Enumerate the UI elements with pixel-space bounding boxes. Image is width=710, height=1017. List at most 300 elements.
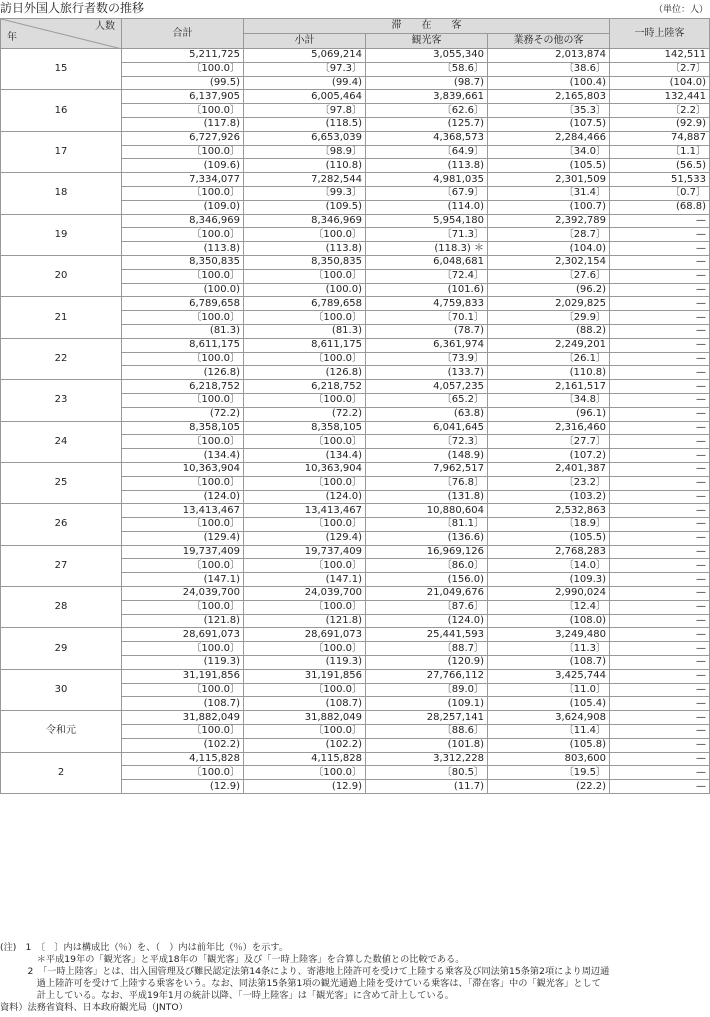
value-cell: 〔27.6〕 bbox=[488, 269, 610, 283]
value-cell: 5,069,214 bbox=[244, 49, 366, 63]
note-line: 計上している。なお、平成19年1月の統計以降、「一時上陸客」は「観光客」に含めて計上している。 bbox=[0, 990, 454, 1001]
value-cell: 〔70.1〕 bbox=[366, 311, 488, 325]
value-cell: 2,990,024 bbox=[488, 587, 610, 601]
value-cell: 〔97.8〕 bbox=[244, 104, 366, 118]
value-cell: 6,048,681 bbox=[366, 255, 488, 269]
value-cell: (110.8) bbox=[244, 159, 366, 173]
value-cell: 〔100.0〕 bbox=[244, 393, 366, 407]
table-row bbox=[1, 669, 710, 683]
value-cell: 〔100.0〕 bbox=[122, 393, 244, 407]
value-cell: 〔12.4〕 bbox=[488, 600, 610, 614]
value-cell: 21,049,676 bbox=[366, 587, 488, 601]
value-cell: 〔88.7〕 bbox=[366, 642, 488, 656]
value-cell: — bbox=[610, 545, 710, 559]
value-cell: 〔19.5〕 bbox=[488, 766, 610, 780]
value-cell: — bbox=[610, 421, 710, 435]
table-row bbox=[1, 711, 710, 725]
value-cell: 〔64.9〕 bbox=[366, 145, 488, 159]
table-row bbox=[1, 173, 710, 187]
value-cell: 2,401,387 bbox=[488, 462, 610, 476]
value-cell: 19,737,409 bbox=[244, 545, 366, 559]
value-cell: (125.7) bbox=[366, 117, 488, 131]
header-year-label: 年 bbox=[7, 32, 17, 43]
table-row bbox=[1, 255, 710, 269]
value-cell: 〔99.3〕 bbox=[244, 186, 366, 200]
value-cell: 〔34.8〕 bbox=[488, 393, 610, 407]
value-cell: — bbox=[610, 780, 710, 794]
value-cell: 6,218,752 bbox=[122, 380, 244, 394]
value-cell: 2,316,460 bbox=[488, 421, 610, 435]
value-cell: 〔100.0〕 bbox=[244, 559, 366, 573]
value-cell: 〔100.0〕 bbox=[244, 435, 366, 449]
year-cell: 23 bbox=[1, 380, 122, 421]
value-cell: 3,425,744 bbox=[488, 669, 610, 683]
value-cell: 〔29.9〕 bbox=[488, 311, 610, 325]
value-cell: (102.2) bbox=[244, 738, 366, 752]
table-row bbox=[1, 462, 710, 476]
value-cell: 〔100.0〕 bbox=[244, 228, 366, 242]
table-row bbox=[1, 49, 710, 63]
value-cell: 4,115,828 bbox=[244, 752, 366, 766]
value-cell: 4,368,573 bbox=[366, 131, 488, 145]
value-cell: 〔72.3〕 bbox=[366, 435, 488, 449]
table-row bbox=[1, 504, 710, 518]
value-cell: — bbox=[610, 614, 710, 628]
value-cell: — bbox=[610, 297, 710, 311]
table-row bbox=[1, 338, 710, 352]
value-cell: — bbox=[610, 573, 710, 587]
value-cell: (22.2) bbox=[488, 780, 610, 794]
value-cell: — bbox=[610, 738, 710, 752]
value-cell: 〔2.2〕 bbox=[610, 104, 710, 118]
value-cell: 8,358,105 bbox=[122, 421, 244, 435]
value-cell: 〔100.0〕 bbox=[122, 766, 244, 780]
year-cell: 25 bbox=[1, 462, 122, 503]
note-line: (注) 1 〔 〕内は構成比（％）を、（ ）内は前年比（％）を示す。 bbox=[0, 942, 288, 953]
value-cell: 6,789,658 bbox=[122, 297, 244, 311]
value-cell: 〔100.0〕 bbox=[122, 683, 244, 697]
value-cell: (63.8) bbox=[366, 407, 488, 421]
value-cell: 〔80.5〕 bbox=[366, 766, 488, 780]
value-cell: (121.8) bbox=[122, 614, 244, 628]
value-cell: — bbox=[610, 352, 710, 366]
value-cell: 〔27.7〕 bbox=[488, 435, 610, 449]
value-cell: (104.0) bbox=[488, 242, 610, 256]
value-cell: 〔100.0〕 bbox=[122, 228, 244, 242]
value-cell: 〔98.9〕 bbox=[244, 145, 366, 159]
value-cell: 7,962,517 bbox=[366, 462, 488, 476]
header-stay-group: 滞 在 客 bbox=[244, 19, 610, 34]
value-cell: — bbox=[610, 324, 710, 338]
value-cell: 2,768,283 bbox=[488, 545, 610, 559]
value-cell: 4,759,833 bbox=[366, 297, 488, 311]
year-cell: 24 bbox=[1, 421, 122, 462]
value-cell: 〔100.0〕 bbox=[244, 725, 366, 739]
value-cell: 6,137,905 bbox=[122, 90, 244, 104]
value-cell: 〔100.0〕 bbox=[122, 104, 244, 118]
value-cell: 28,257,141 bbox=[366, 711, 488, 725]
value-cell: 〔2.7〕 bbox=[610, 62, 710, 76]
value-cell: 〔88.6〕 bbox=[366, 725, 488, 739]
value-cell: 6,361,974 bbox=[366, 338, 488, 352]
value-cell: — bbox=[610, 531, 710, 545]
value-cell: (110.8) bbox=[488, 366, 610, 380]
value-cell: 〔100.0〕 bbox=[244, 683, 366, 697]
value-cell: 〔87.6〕 bbox=[366, 600, 488, 614]
value-cell: 2,392,789 bbox=[488, 214, 610, 228]
value-cell: 〔76.8〕 bbox=[366, 476, 488, 490]
value-cell: — bbox=[610, 228, 710, 242]
value-cell: 〔18.9〕 bbox=[488, 518, 610, 532]
value-cell: 〔100.0〕 bbox=[122, 518, 244, 532]
value-cell: — bbox=[610, 255, 710, 269]
value-cell: 2,301,509 bbox=[488, 173, 610, 187]
value-cell: 〔100.0〕 bbox=[122, 642, 244, 656]
value-cell: 3,249,480 bbox=[488, 628, 610, 642]
value-cell: (81.3) bbox=[244, 324, 366, 338]
value-cell: 74,887 bbox=[610, 131, 710, 145]
value-cell: 〔100.0〕 bbox=[122, 435, 244, 449]
value-cell: (109.1) bbox=[366, 697, 488, 711]
table-row bbox=[1, 752, 710, 766]
value-cell: (126.8) bbox=[244, 366, 366, 380]
value-cell: (109.3) bbox=[488, 573, 610, 587]
value-cell: 31,882,049 bbox=[244, 711, 366, 725]
value-cell: (12.9) bbox=[122, 780, 244, 794]
note-line: ＊平成19年の「観光客」と平成18年の「観光客」及び「一時上陸客」を合算した数値との比較である。 bbox=[0, 954, 465, 965]
header-transit: 一時上陸客 bbox=[610, 19, 710, 49]
value-cell: (124.0) bbox=[244, 490, 366, 504]
value-cell: 〔35.3〕 bbox=[488, 104, 610, 118]
value-cell: 〔28.7〕 bbox=[488, 228, 610, 242]
value-cell: 〔71.3〕 bbox=[366, 228, 488, 242]
value-cell: 3,312,228 bbox=[366, 752, 488, 766]
value-cell: 5,954,180 bbox=[366, 214, 488, 228]
value-cell: 16,969,126 bbox=[366, 545, 488, 559]
value-cell: 5,211,725 bbox=[122, 49, 244, 63]
value-cell: 〔14.0〕 bbox=[488, 559, 610, 573]
value-cell: 2,029,825 bbox=[488, 297, 610, 311]
value-cell: — bbox=[610, 766, 710, 780]
value-cell: — bbox=[610, 752, 710, 766]
value-cell: (147.1) bbox=[122, 573, 244, 587]
value-cell: 142,511 bbox=[610, 49, 710, 63]
value-cell: 〔26.1〕 bbox=[488, 352, 610, 366]
value-cell: 28,691,073 bbox=[122, 628, 244, 642]
value-cell: — bbox=[610, 600, 710, 614]
value-cell: 4,115,828 bbox=[122, 752, 244, 766]
value-cell: 〔62.6〕 bbox=[366, 104, 488, 118]
value-cell: — bbox=[610, 242, 710, 256]
value-cell: 〔100.0〕 bbox=[244, 642, 366, 656]
year-cell: 19 bbox=[1, 214, 122, 255]
value-cell: 〔11.0〕 bbox=[488, 683, 610, 697]
value-cell: (103.2) bbox=[488, 490, 610, 504]
value-cell: 4,057,235 bbox=[366, 380, 488, 394]
value-cell: 4,981,035 bbox=[366, 173, 488, 187]
value-cell: 6,041,645 bbox=[366, 421, 488, 435]
value-cell: 〔100.0〕 bbox=[244, 518, 366, 532]
value-cell: 〔34.0〕 bbox=[488, 145, 610, 159]
value-cell: (107.2) bbox=[488, 449, 610, 463]
value-cell: (96.2) bbox=[488, 283, 610, 297]
value-cell: (118.5) bbox=[244, 117, 366, 131]
value-cell: 〔100.0〕 bbox=[244, 269, 366, 283]
value-cell: — bbox=[610, 725, 710, 739]
value-cell: — bbox=[610, 380, 710, 394]
value-cell: 〔65.2〕 bbox=[366, 393, 488, 407]
value-cell: (109.5) bbox=[244, 200, 366, 214]
value-cell: 28,691,073 bbox=[244, 628, 366, 642]
value-cell: 13,413,467 bbox=[244, 504, 366, 518]
value-cell: — bbox=[610, 214, 710, 228]
value-cell: 2,249,201 bbox=[488, 338, 610, 352]
value-cell: 〔86.0〕 bbox=[366, 559, 488, 573]
header-subtotal: 小計 bbox=[244, 34, 366, 49]
value-cell: (119.3) bbox=[244, 656, 366, 670]
value-cell: (108.7) bbox=[488, 656, 610, 670]
value-cell: 10,880,604 bbox=[366, 504, 488, 518]
value-cell: (100.0) bbox=[122, 283, 244, 297]
value-cell: (124.0) bbox=[366, 614, 488, 628]
year-cell: 29 bbox=[1, 628, 122, 669]
value-cell: 〔100.0〕 bbox=[122, 559, 244, 573]
value-cell: (114.0) bbox=[366, 200, 488, 214]
value-cell: (105.4) bbox=[488, 697, 610, 711]
value-cell: — bbox=[610, 311, 710, 325]
value-cell: — bbox=[610, 366, 710, 380]
value-cell: 〔11.4〕 bbox=[488, 725, 610, 739]
year-cell: 2 bbox=[1, 752, 122, 793]
value-cell: 6,653,039 bbox=[244, 131, 366, 145]
table-row bbox=[1, 380, 710, 394]
value-cell: 〔73.9〕 bbox=[366, 352, 488, 366]
value-cell: 8,358,105 bbox=[244, 421, 366, 435]
value-cell: 31,191,856 bbox=[244, 669, 366, 683]
value-cell: 〔1.1〕 bbox=[610, 145, 710, 159]
value-cell: (72.2) bbox=[122, 407, 244, 421]
value-cell: 〔100.0〕 bbox=[244, 766, 366, 780]
year-cell: 22 bbox=[1, 338, 122, 379]
value-cell: (113.8) bbox=[366, 159, 488, 173]
value-cell: — bbox=[610, 711, 710, 725]
value-cell: 7,334,077 bbox=[122, 173, 244, 187]
value-cell: 〔67.9〕 bbox=[366, 186, 488, 200]
year-cell: 27 bbox=[1, 545, 122, 586]
table-row bbox=[1, 297, 710, 311]
value-cell: — bbox=[610, 697, 710, 711]
header-total: 合計 bbox=[122, 19, 244, 49]
year-cell: 30 bbox=[1, 669, 122, 710]
value-cell: (117.8) bbox=[122, 117, 244, 131]
value-cell: — bbox=[610, 669, 710, 683]
value-cell: 〔81.1〕 bbox=[366, 518, 488, 532]
value-cell: (102.2) bbox=[122, 738, 244, 752]
value-cell: 31,191,856 bbox=[122, 669, 244, 683]
value-cell: 2,532,863 bbox=[488, 504, 610, 518]
value-cell: 132,441 bbox=[610, 90, 710, 104]
value-cell: (68.8) bbox=[610, 200, 710, 214]
value-cell: 〔58.6〕 bbox=[366, 62, 488, 76]
value-cell: 51,533 bbox=[610, 173, 710, 187]
value-cell: 〔23.2〕 bbox=[488, 476, 610, 490]
table-row bbox=[1, 421, 710, 435]
value-cell: (108.0) bbox=[488, 614, 610, 628]
table-row bbox=[1, 587, 710, 601]
year-cell: 21 bbox=[1, 297, 122, 338]
value-cell: 6,005,464 bbox=[244, 90, 366, 104]
year-cell: 20 bbox=[1, 255, 122, 296]
value-cell: (134.4) bbox=[122, 449, 244, 463]
value-cell: (105.8) bbox=[488, 738, 610, 752]
value-cell: (124.0) bbox=[122, 490, 244, 504]
visitor-table bbox=[0, 18, 710, 794]
value-cell: (148.9) bbox=[366, 449, 488, 463]
value-cell: 〔100.0〕 bbox=[122, 186, 244, 200]
value-cell: (104.0) bbox=[610, 76, 710, 90]
value-cell: — bbox=[610, 393, 710, 407]
value-cell: 〔100.0〕 bbox=[122, 269, 244, 283]
value-cell: 2,302,154 bbox=[488, 255, 610, 269]
value-cell: (133.7) bbox=[366, 366, 488, 380]
table-body bbox=[1, 49, 710, 794]
footnotes bbox=[0, 942, 710, 1014]
value-cell: — bbox=[610, 283, 710, 297]
value-cell: 3,624,908 bbox=[488, 711, 610, 725]
value-cell: (129.4) bbox=[244, 531, 366, 545]
value-cell: 10,363,904 bbox=[122, 462, 244, 476]
value-cell: (119.3) bbox=[122, 656, 244, 670]
value-cell: 6,727,926 bbox=[122, 131, 244, 145]
table-row bbox=[1, 628, 710, 642]
value-cell: (72.2) bbox=[244, 407, 366, 421]
value-cell: — bbox=[610, 476, 710, 490]
value-cell: — bbox=[610, 490, 710, 504]
value-cell: (113.8) bbox=[244, 242, 366, 256]
header-count-label: 人数 bbox=[95, 21, 115, 32]
value-cell: (131.8) bbox=[366, 490, 488, 504]
year-cell: 28 bbox=[1, 587, 122, 628]
value-cell: (120.9) bbox=[366, 656, 488, 670]
value-cell: 〔38.6〕 bbox=[488, 62, 610, 76]
value-cell: 3,839,661 bbox=[366, 90, 488, 104]
value-cell: 19,737,409 bbox=[122, 545, 244, 559]
value-cell: 8,346,969 bbox=[122, 214, 244, 228]
value-cell: 〔97.3〕 bbox=[244, 62, 366, 76]
value-cell: (101.8) bbox=[366, 738, 488, 752]
unit-label: （単位：人） bbox=[653, 5, 708, 15]
value-cell: (136.6) bbox=[366, 531, 488, 545]
value-cell: 〔100.0〕 bbox=[244, 476, 366, 490]
value-cell: (88.2) bbox=[488, 324, 610, 338]
value-cell: (121.8) bbox=[244, 614, 366, 628]
value-cell: (96.1) bbox=[488, 407, 610, 421]
value-cell: (108.7) bbox=[244, 697, 366, 711]
value-cell: 〔31.4〕 bbox=[488, 186, 610, 200]
table-row bbox=[1, 131, 710, 145]
value-cell: 803,600 bbox=[488, 752, 610, 766]
value-cell: (56.5) bbox=[610, 159, 710, 173]
value-cell: — bbox=[610, 504, 710, 518]
year-cell: 26 bbox=[1, 504, 122, 545]
value-cell: 6,218,752 bbox=[244, 380, 366, 394]
value-cell: 〔100.0〕 bbox=[244, 311, 366, 325]
value-cell: 27,766,112 bbox=[366, 669, 488, 683]
value-cell: 〔100.0〕 bbox=[122, 725, 244, 739]
value-cell: 6,789,658 bbox=[244, 297, 366, 311]
value-cell: 8,611,175 bbox=[244, 338, 366, 352]
value-cell: — bbox=[610, 462, 710, 476]
value-cell: 〔11.3〕 bbox=[488, 642, 610, 656]
value-cell: 3,055,340 bbox=[366, 49, 488, 63]
value-cell: 〔100.0〕 bbox=[122, 476, 244, 490]
value-cell: 8,350,835 bbox=[244, 255, 366, 269]
note-line: 過上陸許可を受けて上陸する乗客をいう。なお、同法第15条第1項の観光通過上陸を受けている乗客は、「滞在客」中の「観光客」として bbox=[0, 978, 601, 989]
table-row bbox=[1, 90, 710, 104]
value-cell: 24,039,700 bbox=[244, 587, 366, 601]
value-cell: (98.7) bbox=[366, 76, 488, 90]
value-cell: 13,413,467 bbox=[122, 504, 244, 518]
value-cell: — bbox=[610, 338, 710, 352]
value-cell: (107.5) bbox=[488, 117, 610, 131]
value-cell: (109.0) bbox=[122, 200, 244, 214]
value-cell: 〔100.0〕 bbox=[122, 600, 244, 614]
table-row bbox=[1, 545, 710, 559]
value-cell: (99.5) bbox=[122, 76, 244, 90]
value-cell: (11.7) bbox=[366, 780, 488, 794]
value-cell: (81.3) bbox=[122, 324, 244, 338]
value-cell: 31,882,049 bbox=[122, 711, 244, 725]
value-cell: (101.6) bbox=[366, 283, 488, 297]
year-cell: 18 bbox=[1, 173, 122, 214]
value-cell: (100.4) bbox=[488, 76, 610, 90]
value-cell: — bbox=[610, 435, 710, 449]
year-cell: 15 bbox=[1, 49, 122, 90]
value-cell: (105.5) bbox=[488, 159, 610, 173]
value-cell: 〔72.4〕 bbox=[366, 269, 488, 283]
value-cell: — bbox=[610, 449, 710, 463]
value-cell: — bbox=[610, 559, 710, 573]
header-sightseeing: 観光客 bbox=[366, 34, 488, 49]
note-line: 資料）法務省資料、日本政府観光局（JNTO） bbox=[0, 1002, 188, 1013]
value-cell: — bbox=[610, 518, 710, 532]
value-cell: (156.0) bbox=[366, 573, 488, 587]
value-cell: (118.3) ＊ bbox=[366, 242, 488, 256]
value-cell: (134.4) bbox=[244, 449, 366, 463]
value-cell: 2,161,517 bbox=[488, 380, 610, 394]
value-cell: 〔89.0〕 bbox=[366, 683, 488, 697]
value-cell: (100.0) bbox=[244, 283, 366, 297]
value-cell: — bbox=[610, 683, 710, 697]
year-cell: 16 bbox=[1, 90, 122, 131]
table-row bbox=[1, 214, 710, 228]
value-cell: (12.9) bbox=[244, 780, 366, 794]
header-business-other: 業務その他の客 bbox=[488, 34, 610, 49]
value-cell: (109.6) bbox=[122, 159, 244, 173]
value-cell: — bbox=[610, 656, 710, 670]
value-cell: (108.7) bbox=[122, 697, 244, 711]
value-cell: 〔100.0〕 bbox=[244, 600, 366, 614]
value-cell: 〔0.7〕 bbox=[610, 186, 710, 200]
value-cell: 8,350,835 bbox=[122, 255, 244, 269]
year-cell: 17 bbox=[1, 131, 122, 172]
value-cell: 2,013,874 bbox=[488, 49, 610, 63]
value-cell: (126.8) bbox=[122, 366, 244, 380]
value-cell: 7,282,544 bbox=[244, 173, 366, 187]
value-cell: 2,165,803 bbox=[488, 90, 610, 104]
value-cell: 〔100.0〕 bbox=[244, 352, 366, 366]
value-cell: — bbox=[610, 642, 710, 656]
